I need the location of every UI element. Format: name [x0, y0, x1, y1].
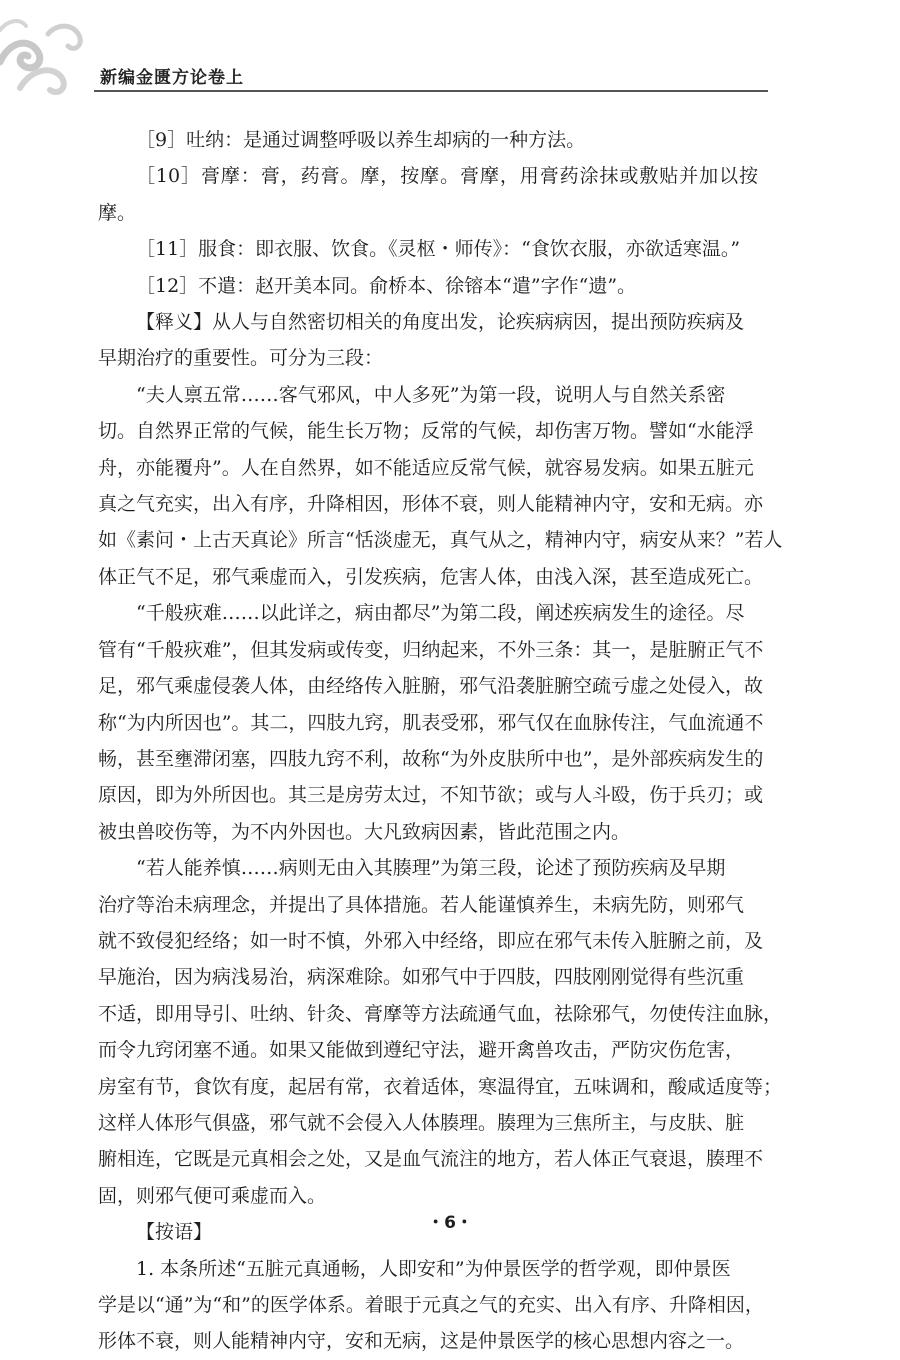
text-line: 治疗等治未病理念，并提出了具体措施。若人能谨慎养生，未病先防，则邪气: [98, 893, 745, 916]
text-line: 原因，即为外所因也。其三是房劳太过，不知节欲；或与人斗殴，伤于兵刃；或: [98, 784, 764, 807]
page-body: [98, 122, 783, 1360]
text-line: 切。自然界正常的气候，能生长万物；反常的气候，却伤害万物。譬如“水能浮: [98, 420, 754, 443]
text-line: 体正气不足，邪气乘虚而入，引发疾病，危害人体，由浅入深，甚至造成死亡。: [98, 565, 764, 588]
text-line: 房室有节，食饮有度，起居有常，衣着适体，寒温得宜，五味调和，酸咸适度等；: [98, 1075, 783, 1098]
corner-ornament: [0, 0, 110, 110]
header-rule: [94, 90, 768, 92]
paragraph-1: [98, 377, 783, 595]
text-line: 如《素问・上古天真论》所言“恬淡虚无，真气从之，精神内守，病安从来？”若人: [98, 529, 783, 552]
paragraph-4: [98, 1251, 764, 1360]
text-line: 早施治，因为病浅易治，病深难除。如邪气中于四肢，四肢刚刚觉得有些沉重: [98, 966, 745, 989]
text-line: 1. 本条所述“五脏元真通畅，人即安和”为仲景医学的哲学观，即仲景医: [136, 1257, 731, 1280]
text-line: 畅，甚至壅滞闭塞，四肢九窍不利，故称“为外皮肤所中也”，是外部疾病发生的: [98, 747, 764, 770]
text-line: “千般疢难……以此详之，病由都尽”为第二段，阐述疾病发生的途径。尽: [136, 602, 745, 625]
text-line: 舟，亦能覆舟”。人在自然界，如不能适应反常气候，就容易发病。如果五脏元: [98, 456, 754, 479]
text-line: 早期治疗的重要性。可分为三段：: [98, 347, 384, 370]
note-12: ［12］不遣：赵开美本同。俞桥本、徐镕本“遣”字作“遗”。: [136, 274, 637, 297]
text-line: 这样人体形气俱盛，邪气就不会侵入人体腠理。腠理为三焦所主，与皮肤、脏: [98, 1111, 745, 1134]
running-header-title: 新编金匮方论卷上: [100, 68, 244, 88]
text-line: 固，则邪气便可乘虚而入。: [98, 1184, 327, 1207]
notes-list: [98, 122, 758, 304]
text-line: 被虫兽咬伤等，为不内外因也。大凡致病因素，皆此范围之内。: [98, 820, 631, 843]
note-11: ［11］服食：即衣服、饮食。《灵枢・师传》：“食饮衣服，亦欲适寒温。”: [136, 238, 741, 261]
shiyi-paragraph: [98, 304, 758, 377]
text-line: 管有“千般疢难”，但其发病或传变，归纳起来，不外三条：其一，是脏腑正气不: [98, 638, 764, 661]
text-line: 而令九窍闭塞不通。如果又能做到遵纪守法，避开禽兽攻击，严防灾伤危害，: [98, 1039, 745, 1062]
text-line: 不适，即用导引、吐纳、针灸、膏摩等方法疏通气血，祛除邪气，勿使传注血脉，: [98, 1002, 783, 1025]
text-line: 【释义】从人与自然密切相关的角度出发，论疾病病因，提出预防疾病及: [136, 311, 745, 334]
note-9: ［9］吐纳：是通过调整呼吸以养生却病的一种方法。: [136, 129, 586, 151]
text-line: 足，邪气乘虚侵袭人体，由经络传入脏腑，邪气沿袭脏腑空疏亏虚之处侵入，故: [98, 675, 764, 698]
text-line: 就不致侵犯经络；如一时不慎，外邪入中经络，即应在邪气未传入脏腑之前，及: [98, 929, 764, 952]
note-10: ［10］膏摩：膏，药膏。摩，按摩。膏摩，用膏药涂抹或敷贴并加以按摩。: [98, 165, 758, 224]
paragraph-3: [98, 850, 783, 1214]
text-line: 称“为内所因也”。其二，四肢九窍，肌表受邪，邪气仅在血脉传注，气血流通不: [98, 711, 764, 734]
page-number: ・6・: [427, 1213, 473, 1233]
text-line: 学是以“通”为“和”的医学体系。着眼于元真之气的充实、出入有序、升降相因，: [98, 1294, 764, 1316]
anyu-heading: 【按语】: [136, 1221, 213, 1244]
paragraph-2: [98, 595, 764, 850]
text-line: “夫人禀五常……客气邪风，中人多死”为第一段，说明人与自然关系密: [136, 383, 726, 406]
text-line: 真之气充实，出入有序，升降相因，形体不衰，则人能精神内守，安和无病。亦: [98, 493, 764, 516]
text-line: “若人能养慎……病则无由入其腠理”为第三段，论述了预防疾病及早期: [136, 857, 726, 880]
text-line: 腑相连，它既是元真相会之处，又是血气流注的地方，若人体正气衰退，腠理不: [98, 1148, 764, 1171]
text-line: 形体不衰，则人能精神内守，安和无病，这是仲景医学的核心思想内容之一。: [98, 1330, 745, 1353]
